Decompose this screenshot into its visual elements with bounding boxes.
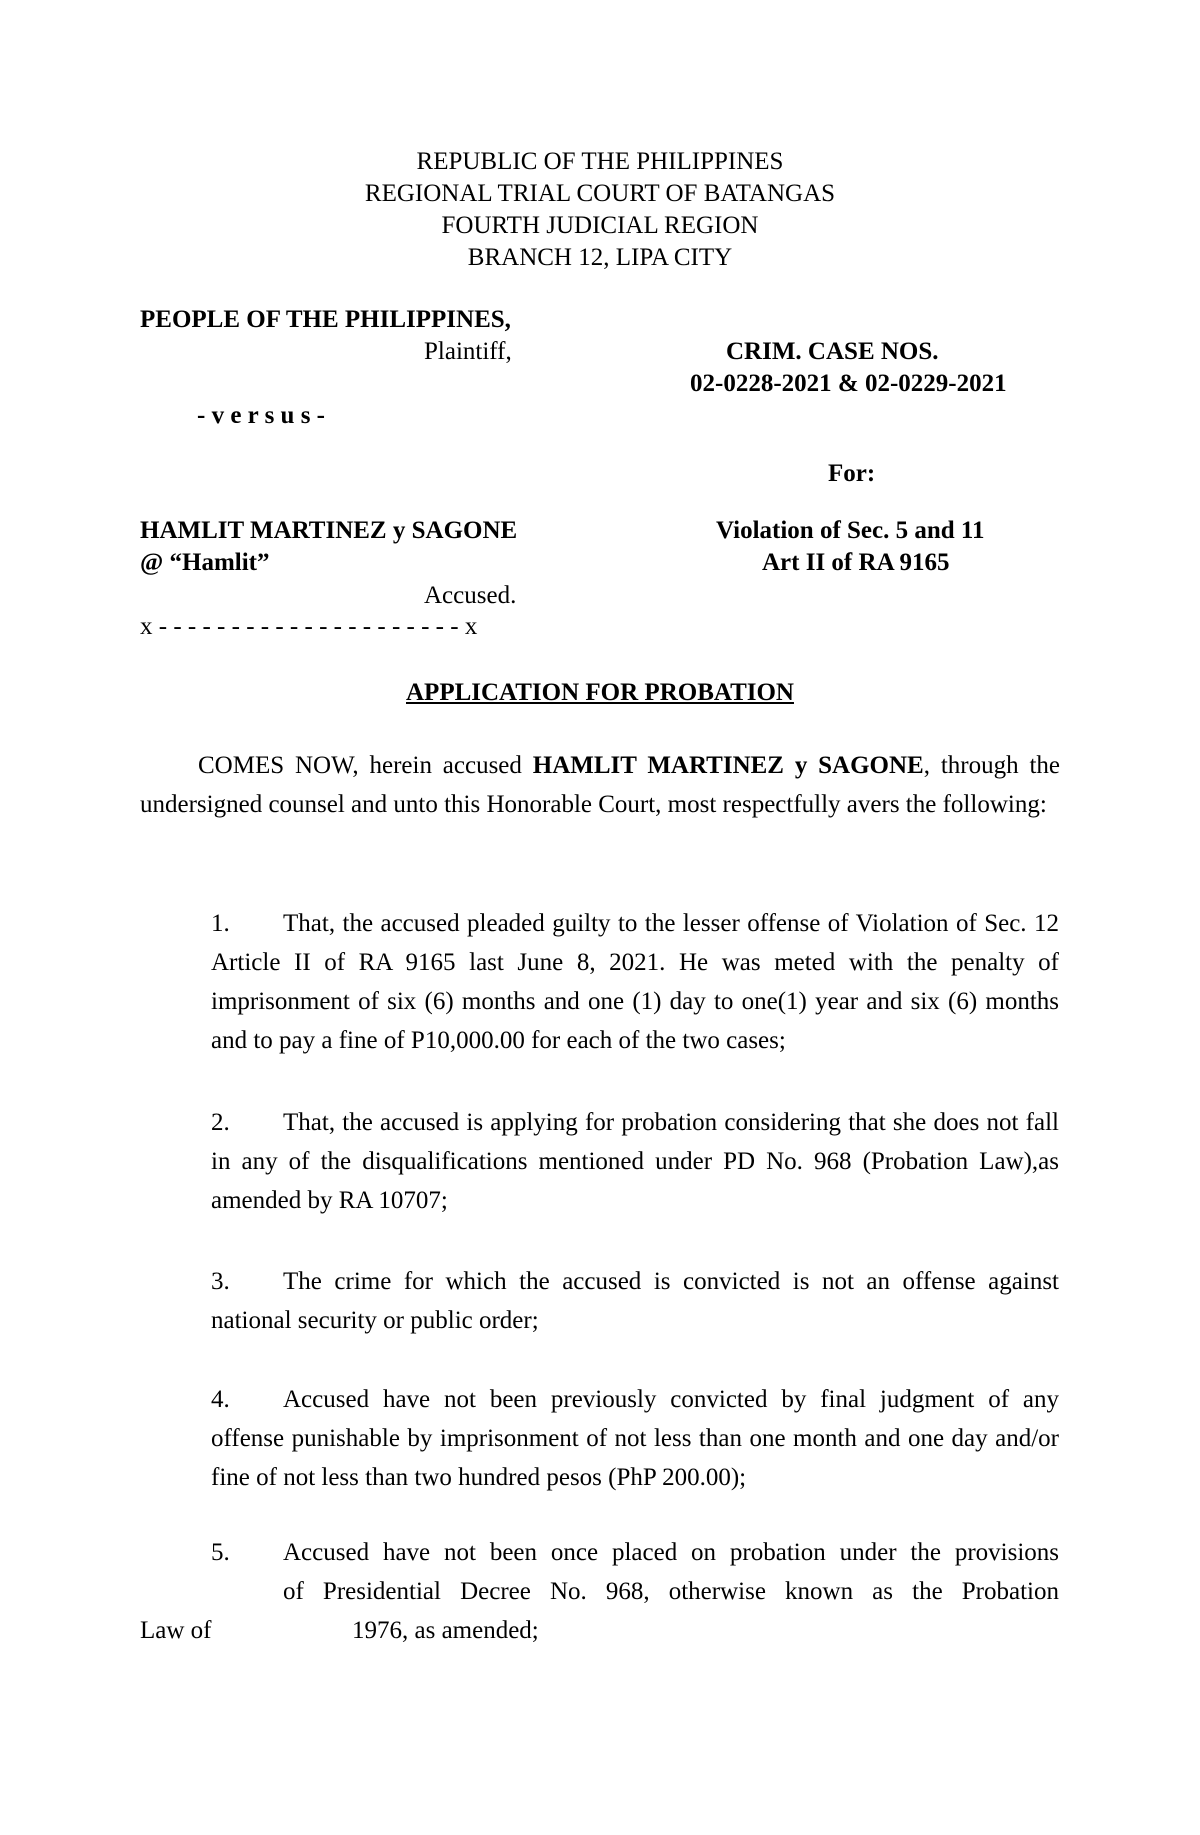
intro-text-part2: , through the undersigned counsel and unto this Honorable Court, most respectfully avers the following: (140, 752, 1061, 818)
judicial-region-heading: FOURTH JUDICIAL REGION (441, 212, 759, 239)
list-item (211, 1262, 1059, 1340)
for-label: For: (828, 460, 876, 487)
item-5-line-2: of Presidential Decree No. 968, otherwise known as the Probation (283, 1578, 1059, 1605)
item-number: 2. (211, 1109, 230, 1136)
offense-line-1: Violation of Sec. 5 and 11 (716, 517, 985, 544)
case-label: CRIM. CASE NOS. (726, 338, 939, 365)
item-number: 1. (211, 910, 230, 937)
accused-alias: @ “Hamlit” (140, 549, 270, 576)
item-number: 5. (211, 1539, 230, 1566)
plaintiff-role: Plaintiff, (424, 338, 512, 365)
caption-separator: x - - - - - - - - - - - - - - - - - - - - - x (140, 613, 478, 640)
intro-accused-name: HAMLIT MARTINEZ y SAGONE (532, 752, 924, 779)
accused-name: HAMLIT MARTINEZ y SAGONE (140, 517, 518, 544)
item-number: 3. (211, 1268, 230, 1295)
item-5-line-3-left: Law of (140, 1617, 212, 1644)
trial-court-heading: REGIONAL TRIAL COURT OF BATANGAS (364, 180, 836, 207)
branch-heading: BRANCH 12, LIPA CITY (467, 244, 733, 271)
item-5-line-3-right: 1976, as amended; (352, 1617, 539, 1644)
item-text: The crime for which the accused is convicted is not an offense against national security or public order; (211, 1268, 1059, 1334)
list-item (211, 904, 1059, 1060)
republic-heading: REPUBLIC OF THE PHILIPPINES (416, 148, 784, 175)
item-number: 4. (211, 1386, 230, 1413)
item-text: Accused have not been previously convicted by final judgment of any offense punishable by imprisonment of not less than one month and one day and/or fine of not less than two hundred pesos (PhP 200.00); (211, 1386, 1059, 1491)
intro-text-part1: COMES NOW, herein accused (198, 752, 533, 779)
versus-label: - v e r s u s - (197, 402, 326, 429)
plaintiff-name: PEOPLE OF THE PHILIPPINES, (140, 306, 511, 333)
item-text: That, the accused is applying for probation considering that she does not fall in any of the disqualifications mentioned under PD No. 968 (Probation Law),as amended by RA 10707; (211, 1109, 1059, 1214)
list-item (211, 1103, 1059, 1220)
case-numbers: 02-0228-2021 & 02-0229-2021 (690, 370, 1007, 397)
document-title: APPLICATION FOR PROBATION (406, 679, 794, 706)
intro-paragraph (140, 746, 1060, 824)
accused-role: Accused. (424, 582, 517, 609)
offense-line-2: Art II of RA 9165 (762, 549, 950, 576)
list-item (211, 1380, 1059, 1497)
item-text: That, the accused pleaded guilty to the lesser offense of Violation of Sec. 12 Article II of RA 9165 last June 8, 2021. He was meted with the penalty of imprisonment of six (6) months and one (1) day to one(1) year and six (6) months and to pay a fine of P10,000.00 for each of the two cases; (211, 910, 1059, 1054)
item-5-line-1: Accused have not been once placed on probation under the provisions (283, 1539, 1059, 1566)
